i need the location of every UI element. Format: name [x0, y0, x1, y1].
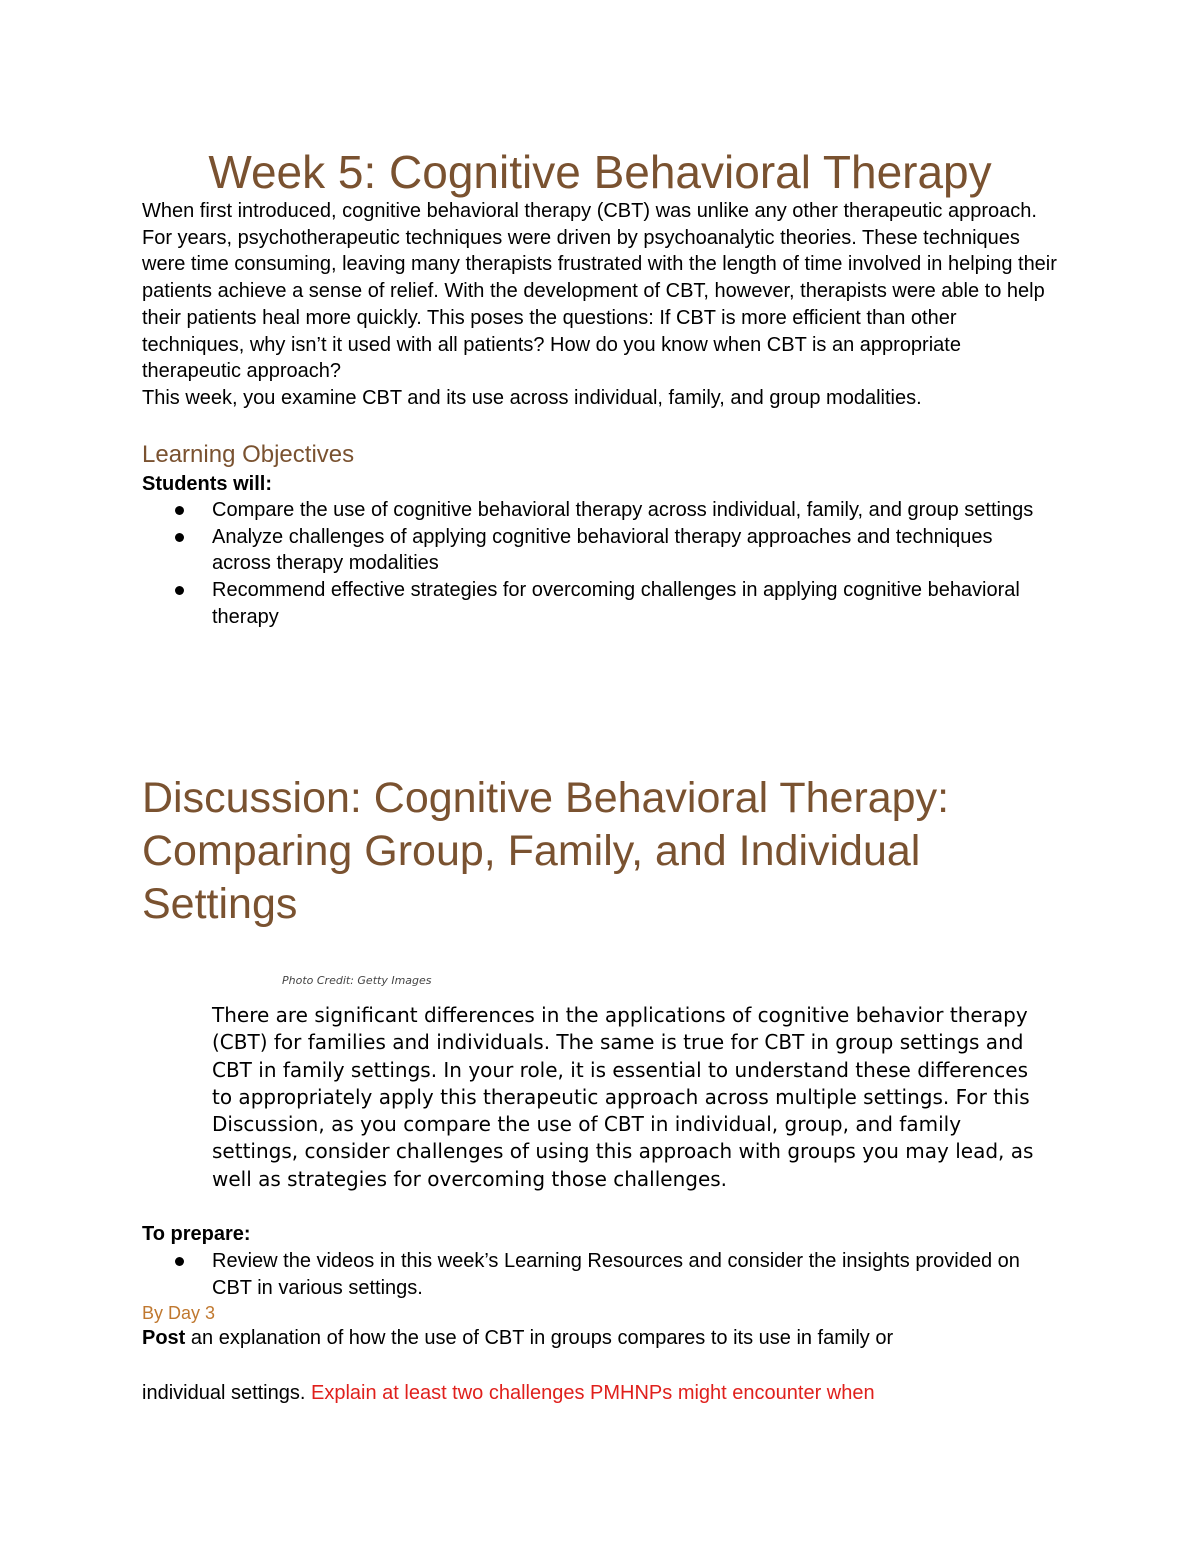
post-emphasis: Explain at least two challenges PMHNPs might encounter when — [310, 1382, 875, 1404]
bullet-icon — [175, 506, 184, 515]
objectives-list-container — [142, 497, 1052, 631]
post-bold: Post — [142, 1327, 186, 1349]
intro-summary: This week, you examine CBT and its use across individual, family, and group modalities. — [142, 386, 922, 409]
post-instruction-continued — [142, 1380, 1062, 1406]
objective-text: Compare the use of cognitive behavioral therapy across individual, family, and group settings — [212, 499, 1034, 521]
to-prepare-heading: To prepare: — [142, 1223, 251, 1245]
post-text: an explanation of how the use of CBT in groups compares to its use in family or — [185, 1327, 894, 1349]
prepare-item — [142, 1248, 1052, 1301]
intro-paragraph: When first introduced, cognitive behavioral therapy (CBT) was unlike any other therapeutic approach. For years, psychotherapeutic techniques were driven by psychoanalytic theories. These techniques were time consuming, leaving many therapists frustrated with the length of time involved in helping their patients achieve a sense of relief. With the development of CBT, however, therapists were able to help their patients heal more quickly. This poses the questions: If CBT is more efficient than other techniques, why isn’t it used with all patients? How do you know when CBT is an appropriate therapeutic approach? — [142, 200, 1057, 383]
objective-item — [142, 577, 1052, 630]
week-title: Week 5: Cognitive Behavioral Therapy — [208, 146, 992, 198]
objective-text: Analyze challenges of applying cognitive behavioral therapy approaches and techniques across therapy modalities — [212, 525, 993, 575]
prepare-text: Review the videos in this week’s Learning Resources and consider the insights provided on CBT in various settings. — [212, 1250, 1020, 1299]
discussion-description: There are significant differences in the applications of cognitive behavior therapy (CBT) for families and individuals. The same is true for CBT in group settings and CBT in family settings. In your role, it is essential to understand these differences to appropriately apply this therapeutic approach across multiple settings. For this Discussion, as you compare the use of CBT in individual, group, and family settings, consider challenges of using this approach with groups you may lead, as well as strategies for overcoming those challenges. — [212, 1003, 1034, 1191]
post-text-2: individual settings. — [142, 1382, 311, 1404]
bullet-icon — [175, 533, 184, 542]
intro-section — [142, 198, 1062, 412]
photo-credit: Photo Credit: Getty Images — [282, 974, 432, 987]
objective-item — [142, 497, 1052, 524]
by-day-label: By Day 3 — [142, 1303, 216, 1323]
objectives-list — [142, 497, 1052, 631]
bullet-icon — [175, 1257, 184, 1266]
discussion-title: Discussion: Cognitive Behavioral Therapy: Comparing Group, Family, and Individual Settings — [142, 774, 950, 928]
objective-text: Recommend effective strategies for overcoming challenges in applying cognitive behavioral therapy — [212, 579, 1020, 628]
prepare-list — [142, 1248, 1052, 1301]
objective-item — [142, 524, 1052, 577]
prepare-list-container — [142, 1248, 1052, 1301]
post-instruction — [142, 1325, 1062, 1351]
bullet-icon — [175, 586, 184, 595]
students-will-label: Students will: — [142, 473, 272, 495]
learning-objectives-heading: Learning Objectives — [142, 441, 355, 468]
